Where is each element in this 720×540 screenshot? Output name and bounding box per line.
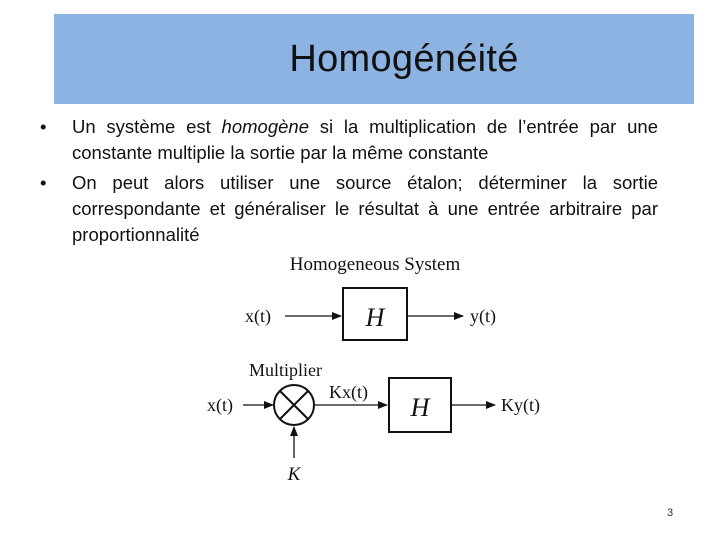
bullet-text-suffix: si la multiplication de l’entrée par une constante multiplie la sortie par la même constante <box>72 116 658 163</box>
bottom-output-label: Ky(t) <box>501 395 540 415</box>
gain-label: K <box>287 464 301 485</box>
bullet-text-prefix: Un système est <box>72 116 222 137</box>
slide-title: Homogénéité <box>289 37 519 80</box>
bullet-list <box>40 114 658 252</box>
top-block-label: H <box>365 303 385 332</box>
bottom-input-label: x(t) <box>207 395 233 415</box>
bullet-emphasis: homogène <box>221 116 309 137</box>
intermediate-label: Kx(t) <box>329 382 368 402</box>
multiplier-symbol <box>274 385 314 425</box>
bullet-mark: • <box>40 172 47 193</box>
bullet-text: On peut alors utiliser une source étalon; déterminer la sortie correspondante et généraliser le résultat à une entrée arbitraire par proportionnalité <box>72 172 658 245</box>
bullet-item-proportionality <box>40 170 658 248</box>
page-number: 3 <box>667 507 674 519</box>
top-output-label: y(t) <box>470 306 496 326</box>
bullet-mark: • <box>40 116 47 137</box>
title-bar <box>54 14 694 104</box>
bullet-item-homogeneous <box>40 114 658 166</box>
multiplier-label: Multiplier <box>249 360 322 380</box>
diagram-title: Homogeneous System <box>289 254 461 275</box>
bottom-block-label: H <box>410 393 430 422</box>
homogeneous-system-diagram <box>195 248 555 493</box>
top-input-label: x(t) <box>245 306 271 326</box>
